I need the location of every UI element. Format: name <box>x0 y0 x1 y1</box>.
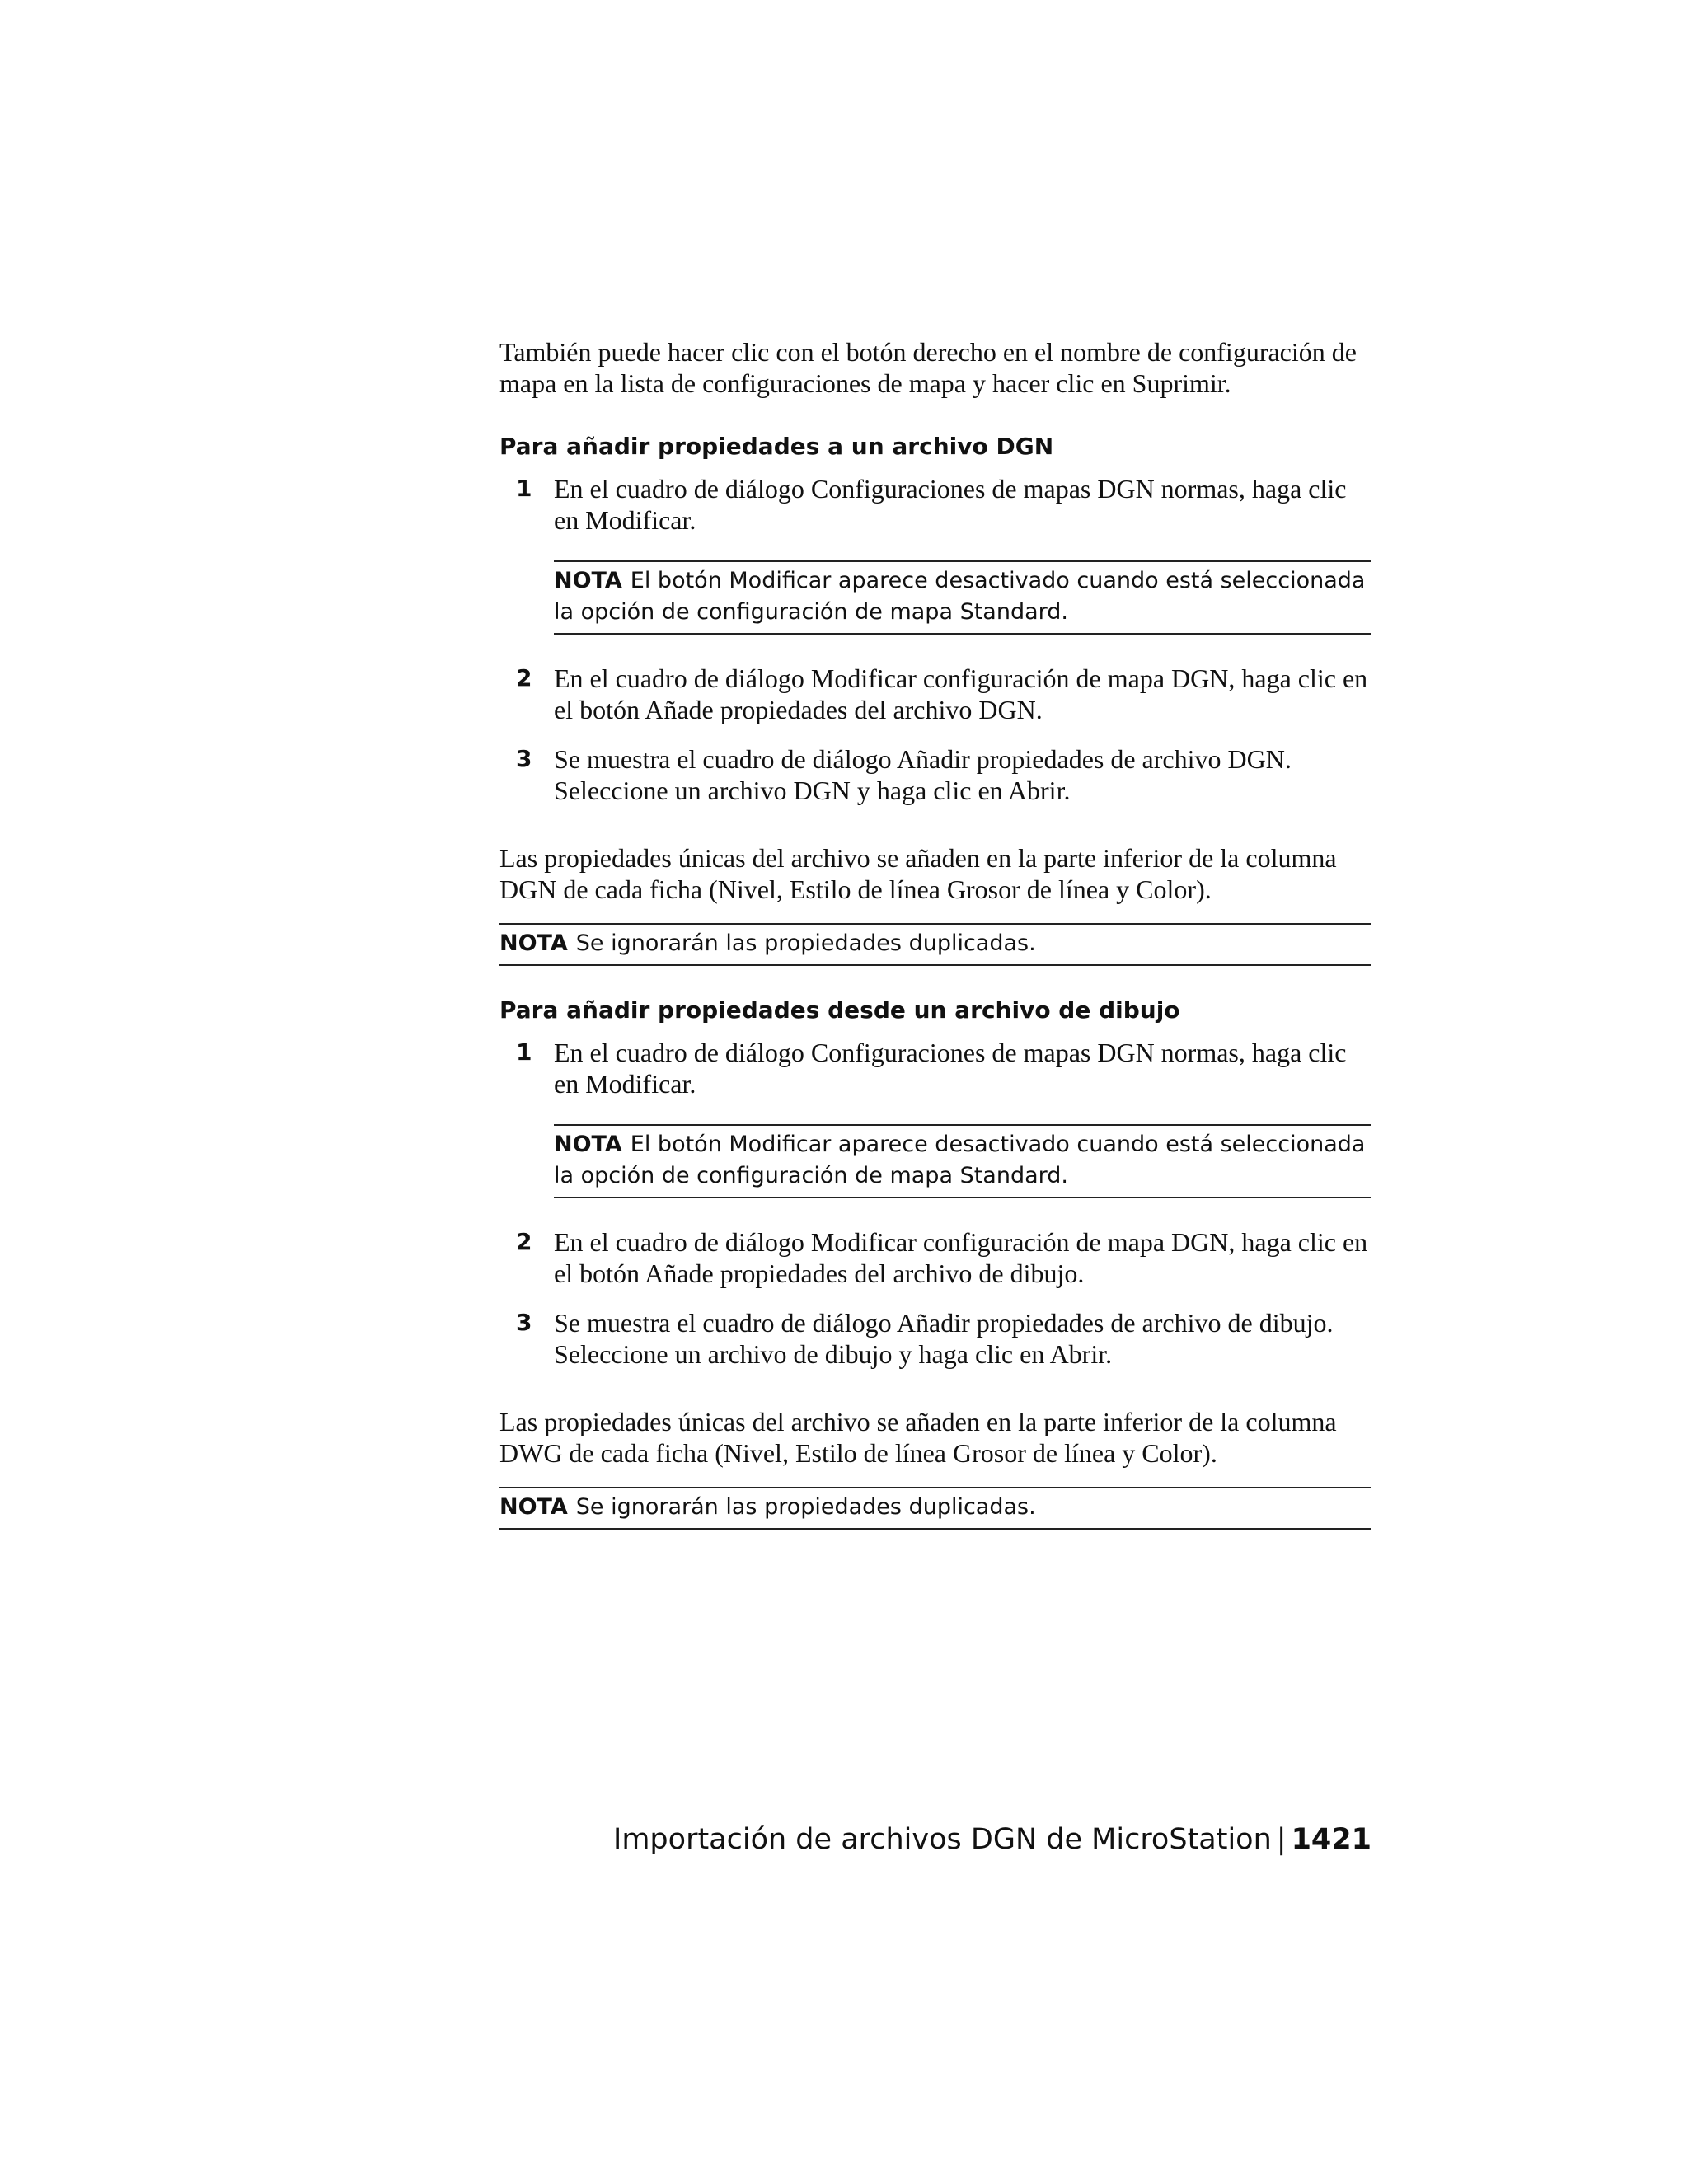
section2-result-paragraph: Las propiedades únicas del archivo se añaden en la parte inferior de la columna DWG de cada ficha (Nivel, Estilo de línea Grosor de línea y Color). <box>499 1407 1337 1468</box>
note-label: NOTA <box>554 1132 622 1157</box>
content-column <box>499 336 1372 1530</box>
step-number: 1 <box>516 1038 532 1066</box>
step-text: En el cuadro de diálogo Modificar configuración de mapa DGN, haga clic en el botón Añade propiedades del archivo DGN. <box>554 663 1368 724</box>
section1-steps-continued <box>499 663 1372 806</box>
step-text: Se muestra el cuadro de diálogo Añadir propiedades de archivo de dibujo. Seleccione un archivo de dibujo y haga clic en Abrir. <box>554 1308 1334 1369</box>
step-text: Se muestra el cuadro de diálogo Añadir propiedades de archivo DGN. Seleccione un archivo DGN y haga clic en Abrir. <box>554 744 1292 805</box>
section2-steps <box>499 1037 1372 1099</box>
section2-heading: Para añadir propiedades desde un archivo de dibujo <box>499 996 1180 1024</box>
section1-step-3 <box>499 743 1372 806</box>
note-label: NOTA <box>499 930 568 956</box>
footer-separator: | <box>1276 1823 1287 1856</box>
section1-step-1 <box>499 473 1372 536</box>
note-text: El botón Modificar aparece desactivado cuando está seleccionada la opción de configuración de mapa Standard. <box>554 1132 1366 1188</box>
section2-note-disabled <box>554 1124 1372 1198</box>
footer-chapter-title: Importación de archivos DGN de MicroStation <box>613 1823 1272 1856</box>
section1-steps <box>499 473 1372 536</box>
step-number: 3 <box>516 745 532 772</box>
section2-note-duplicates <box>499 1487 1372 1530</box>
note-label: NOTA <box>554 568 622 593</box>
note-label: NOTA <box>499 1494 568 1520</box>
step-text: En el cuadro de diálogo Modificar configuración de mapa DGN, haga clic en el botón Añade propiedades del archivo de dibujo. <box>554 1227 1368 1288</box>
intro-paragraph: También puede hacer clic con el botón derecho en el nombre de configuración de mapa en la lista de configuraciones de mapa y hacer clic en Suprimir. <box>499 337 1357 398</box>
step-number: 1 <box>516 475 532 502</box>
page-footer <box>613 1821 1372 1858</box>
step-number: 2 <box>516 664 532 691</box>
note-text: El botón Modificar aparece desactivado cuando está seleccionada la opción de configuración de mapa Standard. <box>554 568 1366 625</box>
section2-step-3 <box>499 1307 1372 1370</box>
section1-step-2 <box>499 663 1372 725</box>
note-text: Se ignorarán las propiedades duplicadas. <box>575 930 1036 956</box>
step-number: 2 <box>516 1228 532 1255</box>
step-text: En el cuadro de diálogo Configuraciones de mapas DGN normas, haga clic en Modificar. <box>554 1038 1347 1099</box>
section2-step-1 <box>499 1037 1372 1099</box>
page-number: 1421 <box>1291 1823 1372 1856</box>
step-number: 3 <box>516 1309 532 1336</box>
section1-result-paragraph: Las propiedades únicas del archivo se añaden en la parte inferior de la columna DGN de cada ficha (Nivel, Estilo de línea Grosor de línea y Color). <box>499 843 1337 904</box>
note-text: Se ignorarán las propiedades duplicadas. <box>575 1494 1036 1520</box>
section1-note-disabled <box>554 560 1372 635</box>
step-text: En el cuadro de diálogo Configuraciones de mapas DGN normas, haga clic en Modificar. <box>554 474 1347 535</box>
section1-heading: Para añadir propiedades a un archivo DGN <box>499 433 1054 460</box>
section2-steps-continued <box>499 1226 1372 1370</box>
section1-note-duplicates <box>499 923 1372 966</box>
section2-step-2 <box>499 1226 1372 1289</box>
